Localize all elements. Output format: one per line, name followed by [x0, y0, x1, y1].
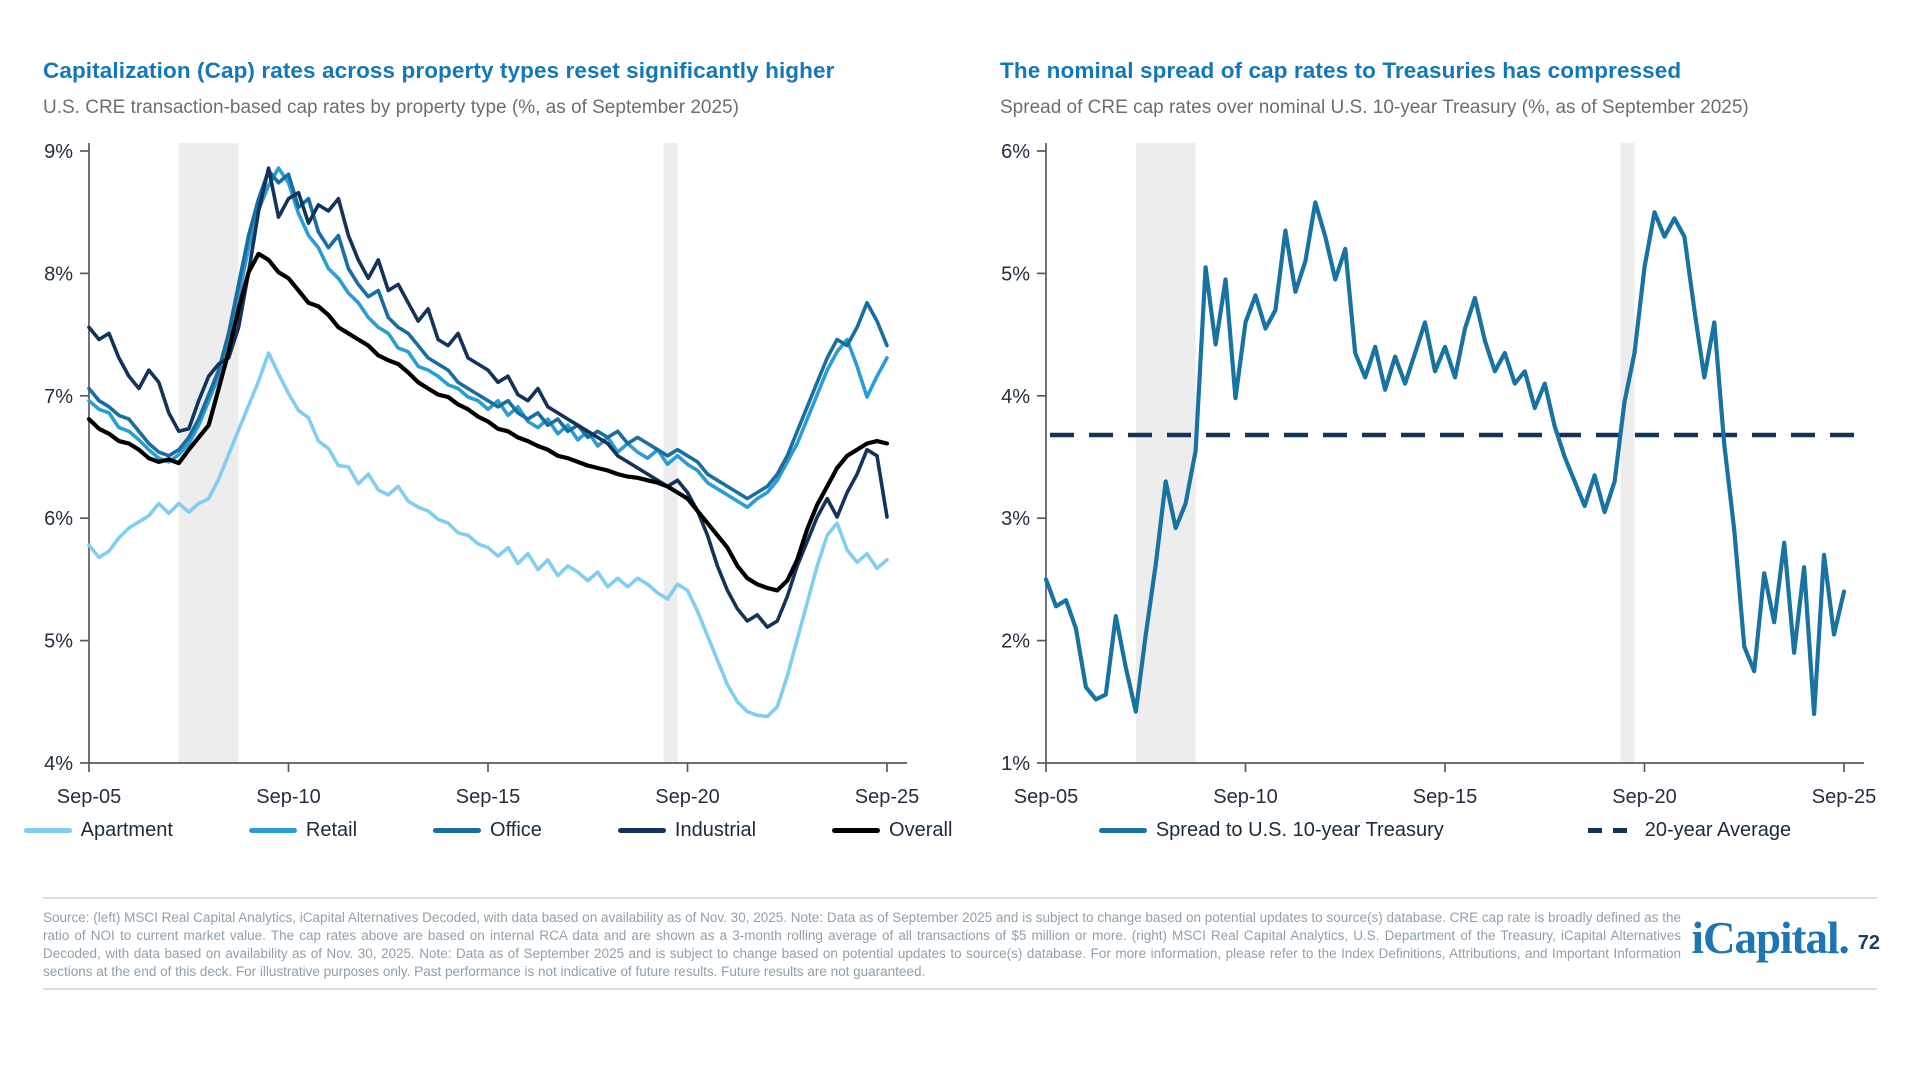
legend-label: Spread to U.S. 10-year Treasury: [1155, 819, 1444, 841]
footer-source-text: Source: (left) MSCI Real Capital Analytics, iCapital Alternatives Decoded, with data based on availability as of Nov. 30, 2025. Note: Data as of September 2025 and is subject to change based on potential updates to source(s) database. CRE cap rate is broadly defined as the ratio of NOI to current market value. The cap rates above are based on internal RCA data and are shown as a 3-month rolling average of all transactions of $5 million or more. (right) MSCI Real Capital Analytics, U.S. Department of the Treasury, iCapital Alternatives Decoded, with data based on availability as of Nov. 30, 2025. Note: Data as of September 2025 and is subject to change based on potential updates to source(s) database. For more information, please refer to the Index Definitions, Attributions, and Important Information sections at the end of this deck. For illustrative purposes only. Past performance is not indicative of future results. Future results are not guaranteed.: [43, 910, 1681, 979]
x-tick-label: Sep-10: [256, 786, 321, 808]
right-chart-title: The nominal spread of cap rates to Treasuries has compressed: [1000, 58, 1682, 83]
left-chart-panel: [43, 58, 953, 842]
legend-item-20-year-average: [1588, 819, 1791, 842]
legend-item-office: [433, 819, 542, 842]
legend-item-retail: [249, 819, 357, 842]
legend-item-apartment: [24, 819, 173, 842]
y-tick-label: 6%: [44, 508, 73, 531]
footer-top-divider: [43, 897, 1877, 899]
legend-label: 20-year Average: [1644, 819, 1792, 841]
y-tick-label: 7%: [44, 385, 73, 408]
left-chart-svg: [43, 135, 933, 817]
x-tick-label: Sep-25: [1811, 786, 1877, 808]
line-swatch-icon: [24, 828, 72, 833]
y-tick-label: 5%: [44, 630, 73, 653]
legend-label: Retail: [305, 819, 358, 841]
x-tick-label: Sep-15: [455, 786, 521, 808]
line-swatch-icon: [832, 828, 880, 833]
brand-block: [1691, 913, 1880, 963]
legend-label: Overall: [889, 819, 953, 841]
icapital-logo: iCapital.: [1691, 913, 1849, 963]
y-tick-label: 4%: [1001, 385, 1030, 408]
right-chart-subtitle: Spread of CRE cap rates over nominal U.S. 10-year Treasury (%, as of September 2025): [1000, 97, 1749, 118]
line-swatch-icon: [1099, 828, 1147, 833]
x-tick-label: Sep-25: [854, 786, 920, 808]
x-tick-label: Sep-10: [1213, 786, 1278, 808]
x-tick-label: Sep-05: [56, 786, 122, 808]
axes: [44, 141, 919, 808]
legend-label: Industrial: [674, 819, 757, 841]
x-tick-label: Sep-15: [1412, 786, 1478, 808]
left-chart-subtitle: U.S. CRE transaction-based cap rates by property type (%, as of September 2025): [43, 97, 739, 118]
y-tick-label: 6%: [1001, 141, 1030, 163]
right-chart-panel: [1000, 58, 1890, 842]
y-tick-label: 4%: [44, 753, 73, 775]
y-tick-label: 1%: [1001, 753, 1030, 775]
y-tick-label: 9%: [44, 141, 73, 163]
y-tick-label: 2%: [1001, 630, 1030, 653]
legend-item-industrial: [618, 819, 756, 842]
axes: [1001, 141, 1876, 808]
left-chart-legend: [43, 819, 953, 842]
y-tick-label: 8%: [44, 263, 73, 286]
x-tick-label: Sep-20: [655, 786, 720, 808]
legend-item-overall: [832, 819, 952, 842]
right-chart-svg: [1000, 135, 1890, 817]
y-tick-label: 3%: [1001, 508, 1030, 531]
recession-band: [1621, 143, 1635, 763]
line-swatch-icon: [618, 828, 666, 833]
x-tick-label: Sep-20: [1612, 786, 1677, 808]
legend-item-spread-to-u-s-10-year-treasury: [1099, 819, 1444, 842]
legend-label: Office: [490, 819, 542, 841]
right-chart-legend: [1000, 819, 1890, 842]
recession-band: [1136, 143, 1196, 763]
dashed-line-swatch-icon: [1588, 828, 1636, 833]
line-swatch-icon: [433, 828, 481, 833]
y-tick-label: 5%: [1001, 263, 1030, 286]
line-swatch-icon: [249, 828, 297, 833]
footer-bottom-divider: [43, 988, 1877, 990]
legend-label: Apartment: [80, 819, 173, 841]
page-number: 72: [1857, 932, 1880, 954]
left-chart-title: Capitalization (Cap) rates across property types reset significantly higher: [43, 58, 835, 83]
x-tick-label: Sep-05: [1013, 786, 1079, 808]
